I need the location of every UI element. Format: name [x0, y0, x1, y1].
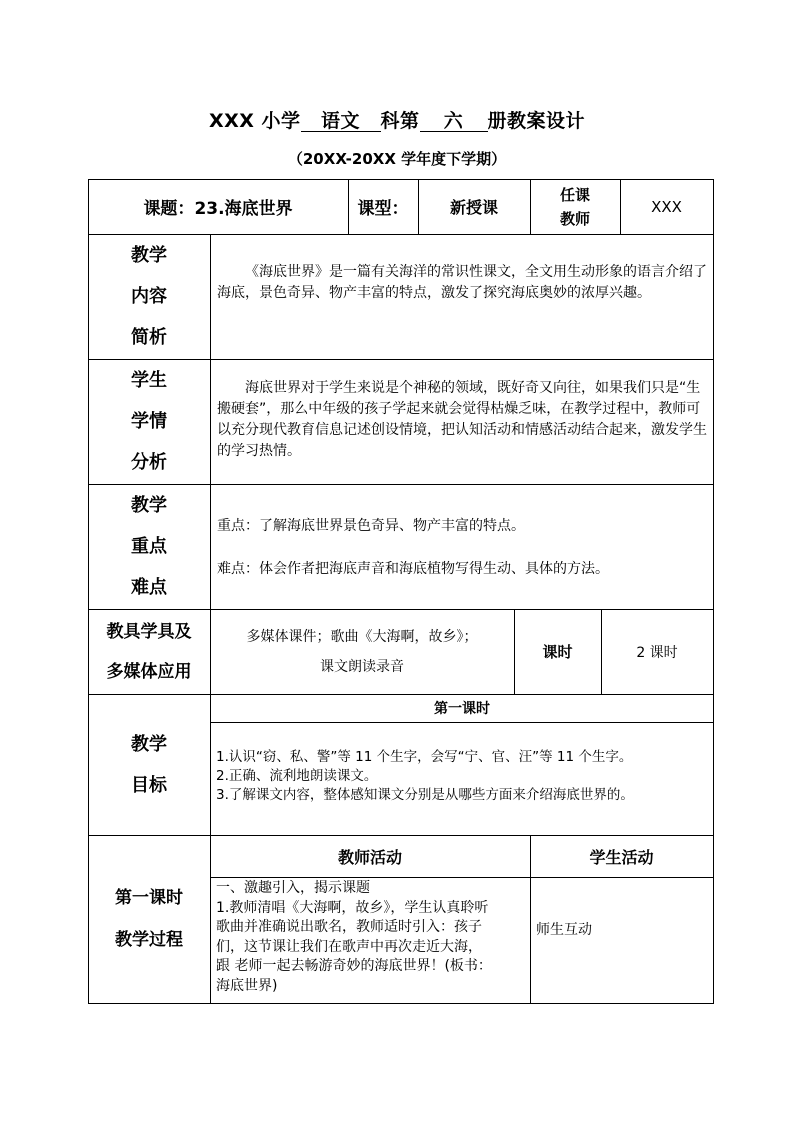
- teacher-activity-header: 教师活动: [337, 847, 402, 867]
- title-end: 册教案设计: [487, 110, 586, 132]
- teacher-line: 们，这节课让我们在歌声中再次走近大海，: [216, 938, 482, 955]
- difficult-point-text: 难点：体会作者把海底声音和海底植物写得生动、具体的方法。: [217, 561, 609, 577]
- content-summary-label: [88, 234, 210, 359]
- title-school: XXX 小学: [208, 110, 301, 132]
- key-point-text: 重点：了解海底世界景色奇异、物产丰富的特点。: [217, 518, 525, 534]
- objectives-label: [88, 694, 210, 835]
- media-text: [210, 609, 514, 694]
- label-line: 教学过程: [115, 930, 183, 950]
- table-border-right: [713, 179, 714, 1003]
- period-value: 2 课时: [636, 644, 678, 661]
- label-line: 重点: [131, 536, 167, 557]
- student-analysis-text: 海底世界对于学生来说是个神秘的领域，既好奇又向往，如果我们只是“生搬硬套”，那么中年级的孩子学起来就会觉得枯燥乏味，在教学过程中，教师可以充分现代教育信息记述创设情境，把认知活动和情感活动结合起来，激发学生的学习热情。: [217, 380, 707, 459]
- process-header-divider: [210, 877, 714, 878]
- label-line: 教具学具及: [106, 621, 192, 642]
- teacher-line: 海底世界): [216, 977, 278, 994]
- label-line: 多媒体应用: [106, 661, 192, 682]
- lesson-value: 23.海底世界: [194, 199, 293, 219]
- period-label: 课时: [542, 643, 573, 661]
- label-line: 难点: [131, 577, 167, 598]
- table-border-bottom: [88, 1003, 714, 1004]
- objective-item: 2.正确、流利地朗读课文。: [216, 768, 378, 784]
- lesson-cell: [88, 179, 348, 234]
- label-line: 教学: [131, 495, 167, 516]
- key-points-label: [88, 484, 210, 609]
- label-line: 教学: [131, 733, 167, 755]
- media-line: 多媒体课件；歌曲《大海啊，故乡》；: [246, 628, 478, 645]
- objectives-list: [216, 748, 712, 805]
- objective-item: 3.了解课文内容，整体感知课文分别是从哪些方面来介绍海底世界的。: [216, 787, 634, 803]
- teacher-line: 1.教师清唱《大海啊，故乡》，学生认真聆听: [216, 899, 489, 916]
- teacher-line: 跟 老师一起去畅游奇妙的海底世界！(板书：: [216, 958, 492, 974]
- media-label: [88, 609, 210, 694]
- title-subject-blank: 语文: [301, 111, 381, 132]
- label-line: 分析: [131, 452, 167, 473]
- document-subtitle: （20XX-20XX 学年度下学期）: [287, 150, 507, 168]
- label-line: 学生: [131, 370, 167, 391]
- label-line: 教学: [131, 245, 167, 266]
- teacher-label: [530, 179, 620, 234]
- objective-item: 1.认识“窃、私、警”等 11 个生字，会写“宁、官、汪”等 11 个生字。: [216, 749, 633, 765]
- student-activity-header: 学生活动: [589, 847, 654, 867]
- document-title: [0, 106, 794, 133]
- student-activity-text: 师生互动: [536, 922, 592, 938]
- teacher-label-line: 教师: [559, 209, 590, 228]
- title-mid: 科第: [380, 110, 420, 132]
- label-line: 目标: [131, 774, 167, 796]
- type-value: 新授课: [449, 198, 498, 217]
- label-line: 第一课时: [115, 888, 183, 908]
- objective-header-divider: [210, 722, 714, 723]
- student-analysis-label: [88, 359, 210, 484]
- type-label: 课型：: [357, 199, 409, 219]
- teacher-value: XXX: [651, 197, 682, 216]
- label-line: 简析: [131, 327, 167, 348]
- lesson-label: 课题：: [143, 199, 195, 219]
- content-summary-text: 《海底世界》是一篇有关海洋的常识性课文，全文用生动形象的语言介绍了海底，景色奇异、物产丰富的特点，激发了探究海底奥妙的浓厚兴趣。: [217, 264, 707, 301]
- title-book-blank: 六: [420, 111, 488, 132]
- teacher-line: 一、激趣引入，揭示课题: [216, 880, 370, 896]
- label-line: 内容: [131, 286, 167, 307]
- media-line: 课文朗读录音: [320, 658, 404, 675]
- process-label: [88, 835, 210, 1003]
- teacher-line: 歌曲并准确说出歌名，教师适时引入：孩子: [216, 919, 482, 935]
- objectives-header: 第一课时: [434, 701, 490, 717]
- teacher-label-line: 任课: [559, 185, 590, 204]
- teacher-activity-text: [216, 879, 528, 996]
- label-line: 学情: [131, 411, 167, 432]
